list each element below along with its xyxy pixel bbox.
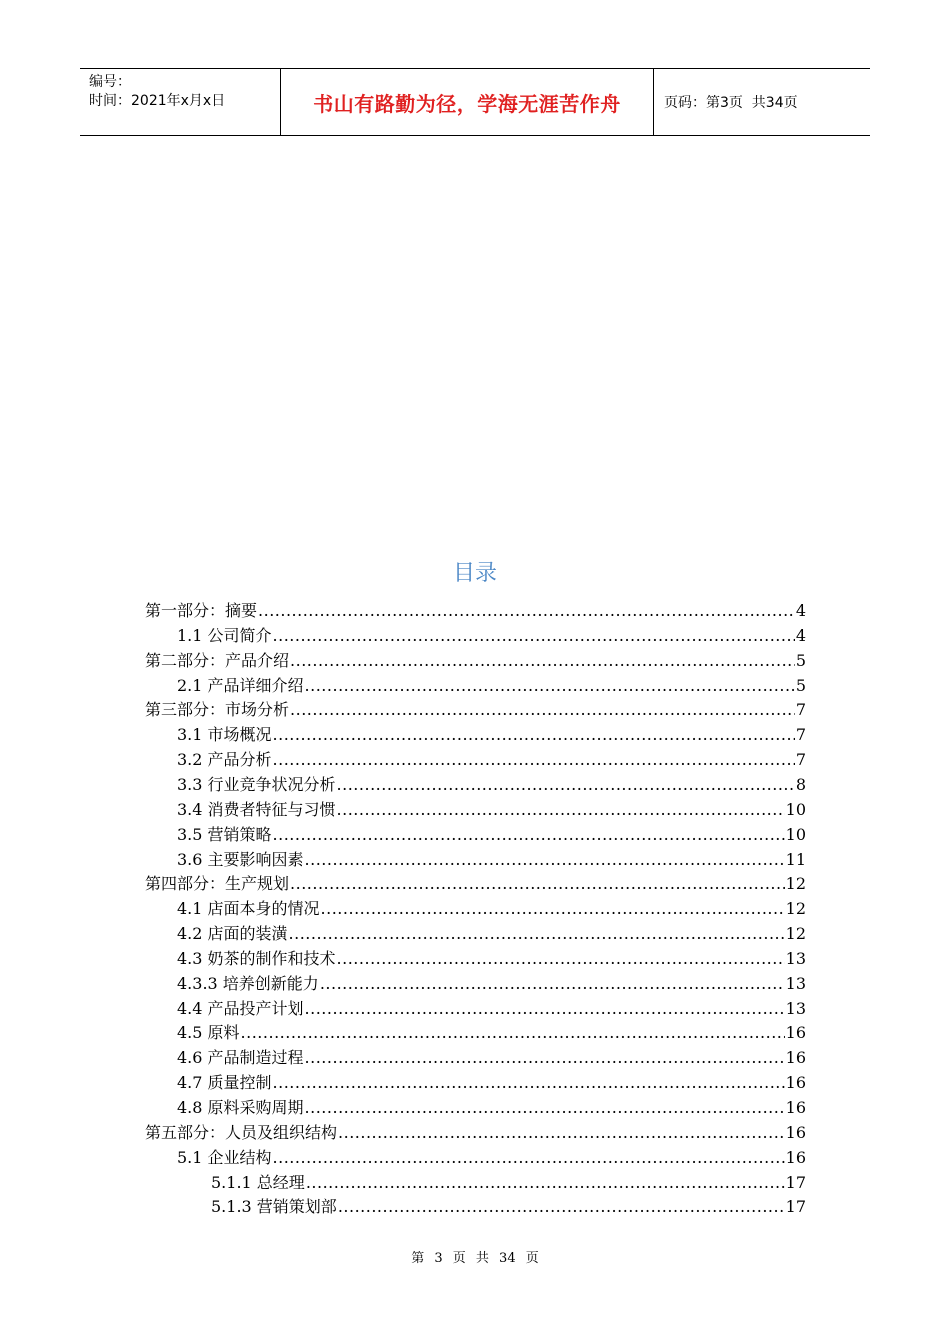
toc-entry-label: 4.4 产品投产计划 xyxy=(177,998,304,1018)
toc-entry[interactable] xyxy=(145,1120,806,1145)
toc-entry[interactable] xyxy=(177,1095,806,1120)
toc-entry-label: 3.6 主要影响因素 xyxy=(177,849,304,869)
toc-leader-dots xyxy=(289,921,785,946)
toc-leader-dots xyxy=(337,772,795,797)
toc-leader-dots xyxy=(337,797,785,822)
toc-entry-label: 1.1 公司简介 xyxy=(177,625,272,645)
toc-entry-label: 3.1 市场概况 xyxy=(177,725,272,745)
toc-entry-page: 16 xyxy=(785,1048,806,1068)
toc-leader-dots xyxy=(241,1020,785,1045)
toc-entry[interactable] xyxy=(145,697,806,722)
toc-entry-label: 4.3.3 培养创新能力 xyxy=(177,973,319,993)
toc-leader-dots xyxy=(273,722,795,747)
toc-entry-page: 16 xyxy=(785,1023,806,1043)
toc-entry-page: 5 xyxy=(795,650,806,670)
header-meta xyxy=(80,69,281,135)
toc-entry-label: 第四部分：生产规划 xyxy=(145,874,290,894)
toc-entry[interactable] xyxy=(177,623,806,648)
toc-entry-label: 第二部分：产品介绍 xyxy=(145,650,290,670)
toc-entry-label: 第一部分：摘要 xyxy=(145,601,258,620)
header-time-label: 时间：2021年x月x日 xyxy=(89,93,226,109)
header-number-label: 编号： xyxy=(89,74,131,90)
toc-entry-page: 10 xyxy=(785,824,806,844)
toc-entry-page: 10 xyxy=(785,799,806,819)
toc-entry[interactable] xyxy=(177,946,806,971)
toc-entry-label: 4.1 店面本身的情况 xyxy=(177,899,320,919)
toc-entry-page: 12 xyxy=(785,874,806,894)
toc-entry-page: 16 xyxy=(785,1122,806,1142)
toc-leader-dots xyxy=(305,996,785,1021)
toc-entry-page: 4 xyxy=(795,601,806,620)
toc-entry[interactable] xyxy=(177,921,806,946)
toc-leader-dots xyxy=(305,847,785,872)
toc-entry-label: 第三部分：市场分析 xyxy=(145,700,290,720)
header-motto: 书山有路勤为径，学海无涯苦作舟 xyxy=(281,69,654,135)
toc-entry[interactable] xyxy=(145,871,806,896)
toc-entry-label: 4.7 质量控制 xyxy=(177,1073,272,1093)
toc-entry-page: 12 xyxy=(785,899,806,919)
toc-entry[interactable] xyxy=(177,847,806,872)
toc-entry-label: 4.8 原料采购周期 xyxy=(177,1098,304,1117)
page-header xyxy=(80,68,870,136)
toc-entry[interactable] xyxy=(177,822,806,847)
toc-leader-dots xyxy=(290,648,795,673)
toc-leader-dots xyxy=(273,822,785,847)
toc-leader-dots xyxy=(290,697,795,722)
toc-entry-label: 5.1 企业结构 xyxy=(177,1147,272,1167)
toc-entry-label: 3.2 产品分析 xyxy=(177,750,272,770)
toc-entry[interactable] xyxy=(177,1045,806,1070)
toc-leader-dots xyxy=(337,946,785,971)
toc-entry[interactable] xyxy=(177,1020,806,1045)
toc-leader-dots xyxy=(305,673,795,698)
toc-leader-dots xyxy=(290,871,785,896)
toc-leader-dots xyxy=(273,623,795,648)
toc-leader-dots xyxy=(258,598,795,623)
toc-entry[interactable] xyxy=(177,1070,806,1095)
toc-entry[interactable] xyxy=(211,1194,806,1219)
toc-entry[interactable] xyxy=(177,996,806,1021)
toc-entry-label: 4.3 奶茶的制作和技术 xyxy=(177,948,336,968)
toc-leader-dots xyxy=(305,1045,785,1070)
toc-entry-page: 11 xyxy=(785,849,806,869)
toc-leader-dots xyxy=(306,1170,785,1195)
toc-entry[interactable] xyxy=(177,797,806,822)
toc-entry-page: 13 xyxy=(785,973,806,993)
toc-entry-page: 17 xyxy=(785,1172,806,1192)
toc-entry-page: 16 xyxy=(785,1147,806,1167)
toc-entry-page: 7 xyxy=(795,750,806,770)
toc-entry-label: 4.6 产品制造过程 xyxy=(177,1048,304,1068)
toc-entry[interactable] xyxy=(177,896,806,921)
toc-entry-label: 第五部分：人员及组织结构 xyxy=(145,1122,338,1142)
toc-entry-label: 4.5 原料 xyxy=(177,1023,240,1043)
toc-leader-dots xyxy=(273,1070,785,1095)
toc-entry[interactable] xyxy=(177,722,806,747)
header-page-info: 页码：第3页 共34页 xyxy=(664,95,798,111)
toc-entry-page: 7 xyxy=(795,700,806,720)
toc-entry-page: 8 xyxy=(795,774,806,794)
toc-entry[interactable] xyxy=(177,772,806,797)
toc-entry-page: 5 xyxy=(795,675,806,695)
toc-entry[interactable] xyxy=(211,1170,806,1195)
toc-leader-dots xyxy=(321,896,785,921)
toc-entry-label: 3.4 消费者特征与习惯 xyxy=(177,799,336,819)
toc-entry[interactable] xyxy=(177,673,806,698)
toc-leader-dots xyxy=(338,1194,785,1219)
toc-leader-dots xyxy=(338,1120,785,1145)
toc-entry-page: 13 xyxy=(785,948,806,968)
toc-entry-page: 13 xyxy=(785,998,806,1018)
toc-entry[interactable] xyxy=(145,598,806,623)
toc-entry-label: 3.5 营销策略 xyxy=(177,824,272,844)
toc-entry-label: 4.2 店面的装潢 xyxy=(177,924,288,944)
toc-entry[interactable] xyxy=(145,648,806,673)
page-footer: 第 3 页 共 34 页 xyxy=(411,1251,539,1266)
toc-entry-page: 7 xyxy=(795,725,806,745)
toc-leader-dots xyxy=(273,747,795,772)
toc-entry-label: 5.1.3 营销策划部 xyxy=(211,1197,337,1217)
toc-entry-page: 16 xyxy=(785,1098,806,1117)
toc-entry-label: 5.1.1 总经理 xyxy=(211,1172,305,1192)
toc-entry[interactable] xyxy=(177,1145,806,1170)
toc-leader-dots xyxy=(320,971,785,996)
toc-title: 目录 xyxy=(452,561,497,586)
toc-entry-page: 12 xyxy=(785,924,806,944)
toc-entry-page: 17 xyxy=(785,1197,806,1217)
toc-leader-dots xyxy=(273,1145,785,1170)
toc-entry[interactable] xyxy=(177,747,806,772)
toc-entry-page: 16 xyxy=(785,1073,806,1093)
toc-entry[interactable] xyxy=(177,971,806,996)
toc-leader-dots xyxy=(305,1095,785,1120)
toc-entry-page: 4 xyxy=(795,625,806,645)
toc-entry-label: 3.3 行业竞争状况分析 xyxy=(177,774,336,794)
toc-entry-label: 2.1 产品详细介绍 xyxy=(177,675,304,695)
